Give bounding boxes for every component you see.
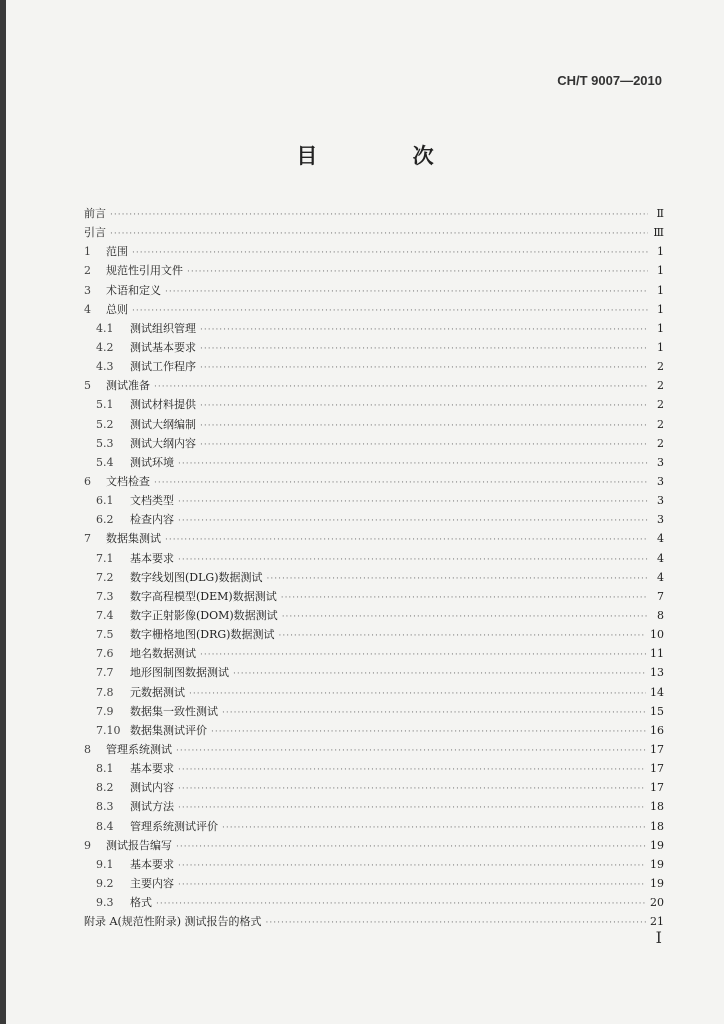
toc-entry-title: 格式 (130, 896, 152, 910)
toc-entry (84, 491, 664, 510)
toc-entry-page: 1 (657, 340, 664, 354)
toc-entry-page: 3 (657, 494, 664, 508)
toc-entry-page: 1 (657, 283, 664, 297)
toc-entry-title: 文档类型 (130, 494, 174, 508)
toc-entry (84, 300, 664, 319)
toc-entry (84, 702, 664, 721)
toc-entry (84, 376, 664, 395)
toc-entry-page: 19 (650, 838, 664, 852)
toc-entry-number: 7.2 (96, 570, 114, 584)
toc-entry-title: 附录 A(规范性附录) 测试报告的格式 (84, 915, 262, 929)
toc-leader-dots (178, 799, 646, 818)
toc-entry-title: 基本要求 (130, 551, 174, 565)
toc-entry-page: 10 (650, 628, 664, 642)
toc-leader-dots (132, 302, 648, 321)
toc-entry-number: 7.4 (96, 608, 114, 622)
toc-leader-dots (178, 857, 646, 876)
toc-entry-title: 数据集测试 (106, 532, 161, 546)
toc-leader-dots (278, 627, 646, 646)
toc-entry (84, 625, 664, 644)
toc-leader-dots (200, 321, 648, 340)
toc-entry-title: 前言 (84, 207, 106, 220)
toc-entry (84, 663, 664, 682)
toc-leader-dots (282, 608, 648, 627)
toc-leader-dots (189, 685, 646, 704)
toc-entry-page: 1 (657, 245, 664, 259)
toc-entry-number: 5.1 (96, 398, 114, 412)
toc-entry-page: 18 (650, 819, 664, 833)
toc-leader-dots (281, 589, 648, 608)
toc-entry-page: 20 (650, 896, 664, 910)
toc-leader-dots (266, 914, 646, 933)
toc-entry-title: 管理系统测试评价 (130, 819, 218, 833)
toc-entry-number: 5.3 (96, 436, 114, 450)
toc-leader-dots (200, 417, 648, 436)
toc-entry (84, 855, 664, 874)
toc-leader-dots (200, 436, 648, 455)
toc-entry-number: 8.3 (96, 800, 114, 814)
standard-code: CH/T 9007—2010 (557, 73, 662, 88)
toc-entry-title: 引言 (84, 226, 106, 240)
toc-entry-title: 测试组织管理 (130, 321, 196, 335)
toc-leader-dots (165, 531, 648, 550)
toc-entry-title: 管理系统测试 (106, 742, 172, 756)
toc-entry-title: 测试材料提供 (130, 398, 196, 412)
toc-entry-title: 元数据测试 (130, 685, 185, 699)
toc-leader-dots (200, 359, 648, 378)
toc-entry-number: 5.4 (96, 455, 114, 469)
toc-entry-number: 2 (84, 264, 91, 278)
toc-leader-dots (165, 283, 648, 302)
toc-entry-page: 17 (650, 762, 664, 776)
toc-entry-number: 8.4 (96, 819, 114, 833)
toc-leader-dots (178, 876, 646, 895)
toc-entry-title: 范围 (106, 245, 128, 259)
toc-entry-title: 地形图制图数据测试 (130, 666, 229, 680)
toc-entry-title: 规范性引用文件 (106, 264, 183, 278)
page-title: 目 次 (296, 143, 478, 168)
toc-entry-number: 7.7 (96, 666, 114, 680)
toc-leader-dots (176, 838, 646, 857)
toc-entry-page: 3 (657, 513, 664, 527)
toc-entry-title: 检查内容 (130, 513, 174, 527)
toc-entry (84, 893, 664, 912)
toc-entry-number: 4.2 (96, 340, 114, 354)
toc-entry-page: 3 (657, 455, 664, 469)
toc-entry (84, 817, 664, 836)
toc-entry-page: 4 (657, 570, 664, 584)
toc-entry-page: 17 (650, 781, 664, 795)
toc-leader-dots (154, 474, 648, 493)
toc-entry-title: 测试大纲内容 (130, 436, 196, 450)
toc-entry (84, 836, 664, 855)
toc-entry-number: 7.1 (96, 551, 114, 565)
toc-leader-dots (211, 723, 646, 742)
toc-entry-number: 9 (84, 838, 91, 852)
toc-entry-title: 测试基本要求 (130, 340, 196, 354)
toc-entry-number: 7.8 (96, 685, 114, 699)
toc-entry-page: 2 (657, 436, 664, 450)
toc-entry-page: 3 (657, 474, 664, 488)
toc-entry-title: 数字高程模型(DEM)数据测试 (130, 589, 277, 603)
toc-leader-dots (200, 646, 646, 665)
toc-entry-number: 7.6 (96, 647, 114, 661)
toc-entry-number: 5 (84, 379, 91, 393)
toc-entry-page: 2 (657, 360, 664, 374)
toc-entry-number: 7.5 (96, 628, 114, 642)
toc-entry-page: 15 (650, 704, 664, 718)
toc-entry-title: 测试环境 (130, 455, 174, 469)
toc-entry (84, 261, 664, 280)
toc-entry (84, 434, 664, 453)
toc-leader-dots (267, 570, 649, 589)
toc-leader-dots (222, 704, 646, 723)
toc-entry-page: 16 (650, 723, 664, 737)
toc-leader-dots (176, 742, 646, 761)
toc-entry-page: 4 (657, 532, 664, 546)
toc-entry-number: 6 (84, 474, 91, 488)
toc-entry (84, 319, 664, 338)
toc-entry-number: 3 (84, 283, 91, 297)
toc-entry (84, 874, 664, 893)
toc-entry-page: 1 (657, 264, 664, 278)
toc-entry-page: 2 (657, 398, 664, 412)
toc-leader-dots (178, 512, 648, 531)
toc-entry-number: 7.3 (96, 589, 114, 603)
toc-entry (84, 912, 664, 931)
toc-entry-page: Ⅱ (656, 207, 664, 220)
toc-entry (84, 683, 664, 702)
toc-entry-title: 数字正射影像(DOM)数据测试 (130, 608, 278, 622)
toc-entry-title: 基本要求 (130, 762, 174, 776)
toc-entry (84, 797, 664, 816)
toc-leader-dots (154, 378, 648, 397)
toc-entry-number: 1 (84, 245, 91, 259)
toc-entry-page: 2 (657, 417, 664, 431)
toc-entry-page: 14 (650, 685, 664, 699)
toc-leader-dots (178, 455, 648, 474)
page-number: Ⅰ (655, 928, 662, 947)
toc-leader-dots (200, 340, 648, 359)
toc-entry-page: 1 (657, 321, 664, 335)
toc-leader-dots (132, 244, 648, 263)
toc-leader-dots (200, 397, 648, 416)
toc-entry-page: 2 (657, 379, 664, 393)
toc-entry (84, 453, 664, 472)
toc-entry (84, 510, 664, 529)
toc-entry-page: 13 (650, 666, 664, 680)
toc-entry-page: 1 (657, 302, 664, 316)
toc-entry-page: 11 (650, 647, 664, 661)
toc-entry-title: 术语和定义 (106, 283, 161, 297)
toc-entry-page: 21 (650, 915, 664, 929)
toc-entry-page: 19 (650, 857, 664, 871)
toc-leader-dots (178, 493, 648, 512)
toc-entry-number: 8.2 (96, 781, 114, 795)
toc-entry-title: 数据集一致性测试 (130, 704, 218, 718)
toc-entry (84, 549, 664, 568)
toc-entry-title: 基本要求 (130, 857, 174, 871)
toc-entry-number: 9.3 (96, 896, 114, 910)
toc-entry-title: 测试大纲编制 (130, 417, 196, 431)
toc-entry-number: 4.1 (96, 321, 114, 335)
toc-entry-title: 主要内容 (130, 876, 174, 890)
toc-entry (84, 242, 664, 261)
toc-entry (84, 338, 664, 357)
toc-entry-number: 8.1 (96, 762, 114, 776)
toc-entry-number: 9.2 (96, 876, 114, 890)
toc-entry (84, 529, 664, 548)
toc-entry-number: 4 (84, 302, 91, 316)
toc-entry (84, 644, 664, 663)
toc-entry-title: 数字线划图(DLG)数据测试 (130, 570, 263, 584)
toc-entry (84, 740, 664, 759)
toc-entry-number: 6.2 (96, 513, 114, 527)
toc-entry (84, 415, 664, 434)
toc-entry-page: 17 (650, 742, 664, 756)
toc-entry-title: 数据集测试评价 (130, 723, 207, 737)
toc-leader-dots (110, 206, 648, 225)
table-of-contents (84, 204, 664, 931)
toc-entry-number: 7.10 (96, 723, 121, 737)
toc-entry (84, 721, 664, 740)
toc-entry (84, 472, 664, 491)
toc-entry-title: 总则 (106, 302, 128, 316)
toc-leader-dots (178, 780, 646, 799)
toc-entry (84, 395, 664, 414)
toc-entry-page: 8 (657, 608, 664, 622)
toc-entry (84, 204, 664, 223)
toc-entry-title: 测试工作程序 (130, 360, 196, 374)
toc-entry-title: 测试内容 (130, 781, 174, 795)
toc-entry (84, 568, 664, 587)
toc-entry (84, 606, 664, 625)
toc-entry-number: 8 (84, 742, 91, 756)
toc-entry-number: 9.1 (96, 857, 114, 871)
toc-entry-title: 地名数据测试 (130, 647, 196, 661)
toc-entry-title: 测试报告编写 (106, 838, 172, 852)
toc-entry-number: 6.1 (96, 494, 114, 508)
toc-leader-dots (187, 263, 648, 282)
toc-entry-number: 7.9 (96, 704, 114, 718)
toc-entry (84, 281, 664, 300)
toc-entry-title: 测试准备 (106, 379, 150, 393)
toc-entry-title: 数字栅格地图(DRG)数据测试 (130, 628, 275, 642)
toc-entry-page: 18 (650, 800, 664, 814)
toc-entry (84, 759, 664, 778)
toc-entry-number: 5.2 (96, 417, 114, 431)
toc-entry (84, 223, 664, 242)
toc-entry-page: Ⅲ (653, 226, 664, 240)
toc-leader-dots (222, 819, 646, 838)
toc-entry (84, 357, 664, 376)
toc-leader-dots (110, 225, 648, 244)
toc-entry-title: 文档检查 (106, 474, 150, 488)
toc-entry-page: 4 (657, 551, 664, 565)
toc-entry-page: 7 (657, 589, 664, 603)
toc-entry (84, 778, 664, 797)
toc-entry-page: 19 (650, 876, 664, 890)
toc-entry-title: 测试方法 (130, 800, 174, 814)
toc-entry-number: 7 (84, 532, 91, 546)
toc-entry (84, 587, 664, 606)
toc-leader-dots (233, 665, 646, 684)
toc-leader-dots (178, 761, 646, 780)
toc-entry-number: 4.3 (96, 360, 114, 374)
